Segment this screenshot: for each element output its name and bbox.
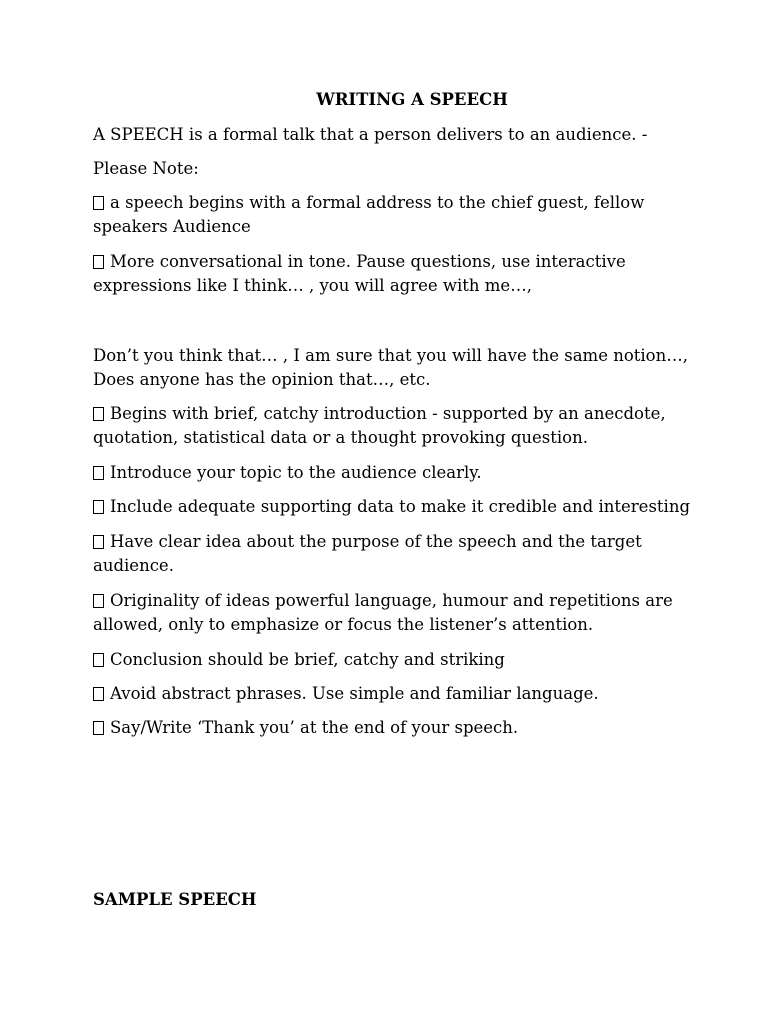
bullet-text: Have clear idea about the purpose of the speech and the target [110,532,642,551]
document-title: WRITING A SPEECH [316,90,508,109]
intro-paragraph: A SPEECH is a formal talk that a person delivers to an audience. - [93,125,648,144]
bullet-item [93,402,666,426]
bullet-item [93,589,673,613]
sample-speech-heading: SAMPLE SPEECH [93,890,257,909]
bullet-text: Include adequate supporting data to make it credible and interesting [110,497,691,516]
bullet-text: a speech begins with a formal address to the chief guest, fellow [110,193,645,212]
bullet-text-continued: allowed, only to emphasize or focus the listener’s attention. [93,615,594,634]
bullet-item [93,191,644,215]
bullet-box-icon [93,255,104,269]
bullet-box-icon [93,721,104,735]
bullet-text: Say/Write ‘Thank you’ at the end of your speech. [110,718,519,737]
continuation-text: Does anyone has the opinion that…, etc. [93,370,431,389]
bullet-box-icon [93,653,104,667]
bullet-item [93,648,505,672]
bullet-box-icon [93,500,104,514]
bullet-text: Originality of ideas powerful language, humour and repetitions are [110,591,673,610]
bullet-text: More conversational in tone. Pause questions, use interactive [110,252,626,271]
bullet-text-continued: expressions like I think… , you will agree with me…, [93,276,532,295]
bullet-box-icon [93,594,104,608]
bullet-text-continued: speakers Audience [93,217,251,236]
bullet-text-continued: quotation, statistical data or a thought provoking question. [93,428,588,447]
bullet-item [93,716,518,740]
bullet-text: Begins with brief, catchy introduction - supported by an anecdote, [110,404,666,423]
bullet-text: Avoid abstract phrases. Use simple and familiar language. [110,684,599,703]
continuation-text: Don’t you think that… , I am sure that you will have the same notion…, [93,346,688,365]
bullet-box-icon [93,535,104,549]
bullet-box-icon [93,466,104,480]
bullet-item [93,530,642,554]
bullet-box-icon [93,407,104,421]
bullet-item [93,250,626,274]
please-note-label: Please Note: [93,159,199,178]
bullet-item [93,682,599,706]
bullet-item [93,461,482,485]
bullet-box-icon [93,196,104,210]
bullet-text-continued: audience. [93,556,174,575]
bullet-item [93,495,690,519]
bullet-text: Conclusion should be brief, catchy and striking [110,650,505,669]
bullet-text: Introduce your topic to the audience clearly. [110,463,482,482]
bullet-box-icon [93,687,104,701]
